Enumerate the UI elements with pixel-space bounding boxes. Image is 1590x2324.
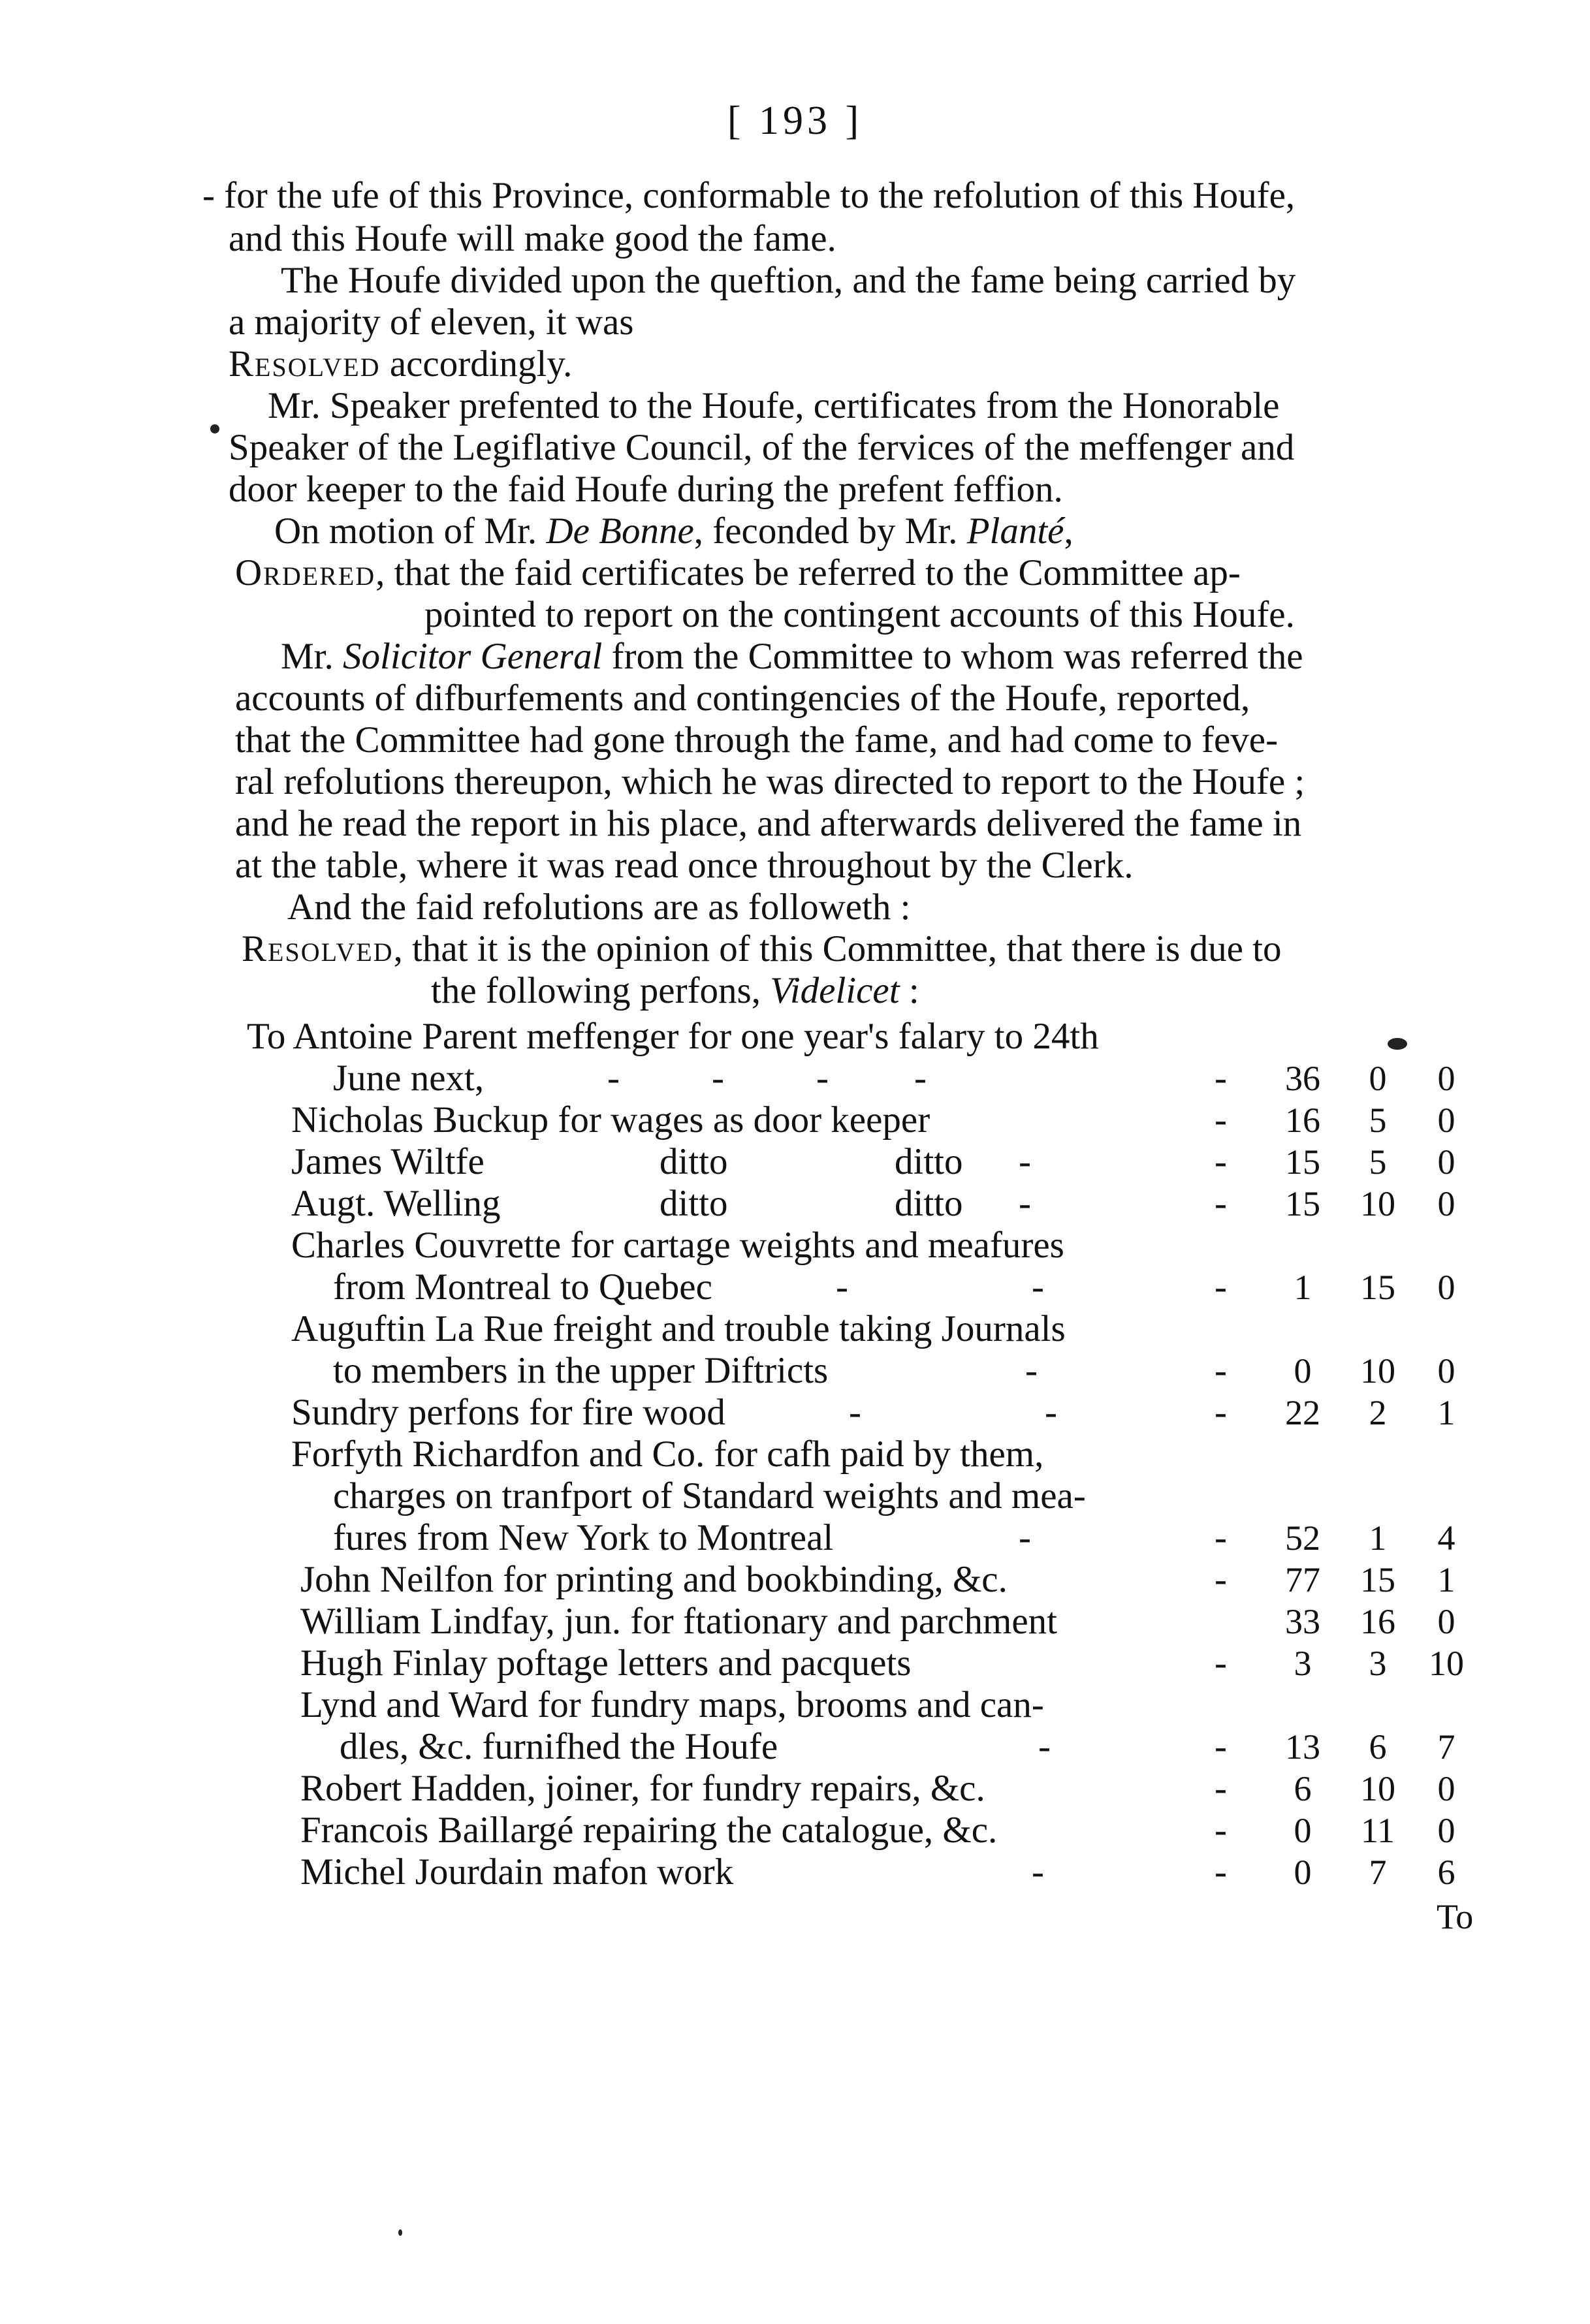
text-line: a majority of eleven, it was (229, 302, 634, 343)
amount-pence: 0 (1437, 1142, 1455, 1182)
amount-shillings: 1 (1369, 1518, 1387, 1558)
amount-shillings: 11 (1361, 1811, 1395, 1850)
entry-name: charges on tranfport of Standard weights and mea- (333, 1475, 1086, 1516)
text-line: The Houfe divided upon the queftion, and the fame being carried by (281, 260, 1296, 301)
text-line: Resolved accordingly. (229, 343, 573, 385)
amount-shillings: 5 (1369, 1142, 1387, 1182)
amount-pence: 6 (1437, 1853, 1455, 1892)
amount-shillings: 6 (1369, 1727, 1387, 1767)
amount-shillings: 15 (1360, 1560, 1395, 1599)
amount-pence: 7 (1437, 1727, 1455, 1767)
amount-pounds: 0 (1294, 1853, 1312, 1892)
amount-pence: 10 (1429, 1644, 1464, 1683)
text-line: Ordered, that the faid certificates be referred to the Committee ap- (235, 552, 1241, 593)
amount-pounds: 13 (1285, 1727, 1320, 1767)
amount-shillings: 0 (1369, 1059, 1387, 1098)
amount-pounds: 22 (1285, 1393, 1320, 1432)
entry-name: Robert Hadden, joiner, for fundry repairs, &c. (300, 1768, 985, 1809)
entry-name: Nicholas Buckup for wages as door keeper (291, 1099, 930, 1140)
entry-name: Auguftin La Rue freight and trouble taking Journals (291, 1308, 1066, 1349)
entry-name: James Wiltfe (291, 1141, 485, 1182)
catchword: To (1437, 1897, 1474, 1936)
amount-pounds: 6 (1294, 1769, 1312, 1808)
text-line: On motion of Mr. De Bonne, feconded by Mr. Planté, (274, 510, 1073, 552)
ink-speck (398, 2229, 402, 2236)
amount-pounds: 0 (1294, 1351, 1312, 1390)
text-line: the following perfons, Videlicet : (431, 970, 919, 1011)
amount-pence: 0 (1437, 1811, 1455, 1850)
entry-name: William Lindfay, jun. for ftationary and parchment (300, 1601, 1057, 1642)
page-number: [ 193 ] (727, 99, 863, 143)
amount-pence: 0 (1437, 1268, 1455, 1307)
amount-pounds: 1 (1294, 1268, 1312, 1307)
ink-speck (1388, 1038, 1407, 1050)
text-line: Mr. Speaker prefented to the Houfe, certificates from the Honorable (268, 385, 1280, 426)
entry-name: Michel Jourdain mafon work (300, 1851, 734, 1892)
entry-name: June next, (333, 1058, 485, 1099)
ditto-mark: ditto (660, 1183, 728, 1224)
text-line: And the faid refolutions are as followeth : (287, 887, 911, 928)
text-line: pointed to report on the contingent accounts of this Houfe. (424, 594, 1295, 635)
amount-shillings: 15 (1360, 1268, 1395, 1307)
text-line: - for the ufe of this Province, conformable to the refolution of this Houfe, (202, 175, 1296, 216)
amount-shillings: 3 (1369, 1644, 1387, 1683)
ditto-mark: ditto (895, 1141, 963, 1182)
amount-pounds: 15 (1285, 1184, 1320, 1223)
text-line: Speaker of the Legiflative Council, of the fervices of the meffenger and (229, 427, 1295, 468)
amount-pence: 0 (1437, 1059, 1455, 1098)
amount-shillings: 5 (1369, 1101, 1387, 1140)
amount-pence: 0 (1437, 1184, 1455, 1223)
amount-shillings: 10 (1360, 1351, 1395, 1390)
amount-pence: 0 (1437, 1351, 1455, 1390)
text-line: Resolved, that it is the opinion of this Committee, that there is due to (242, 928, 1282, 969)
text-line: accounts of difburfements and contingencies of the Houfe, reported, (235, 678, 1250, 719)
amount-shillings: 10 (1360, 1184, 1395, 1223)
entry-name: Forfyth Richardfon and Co. for cafh paid by them, (291, 1434, 1044, 1475)
amount-pounds: 33 (1285, 1602, 1320, 1641)
entry-name: from Montreal to Quebec (333, 1266, 712, 1308)
amount-pounds: 36 (1285, 1059, 1320, 1098)
amount-pence: 0 (1437, 1101, 1455, 1140)
entry-name: fures from New York to Montreal (333, 1517, 834, 1558)
amount-pounds: 77 (1285, 1560, 1320, 1599)
amount-pence: 1 (1437, 1393, 1455, 1432)
text-line: door keeper to the faid Houfe during the prefent feffion. (229, 469, 1063, 510)
amount-pounds: 3 (1294, 1644, 1312, 1683)
ink-speck (210, 424, 219, 433)
text-line: ral refolutions thereupon, which he was directed to report to the Houfe ; (235, 761, 1305, 802)
amount-pounds: 52 (1285, 1518, 1320, 1558)
amount-pounds: 16 (1285, 1101, 1320, 1140)
amount-pounds: 0 (1294, 1811, 1312, 1850)
text-line: Mr. Solicitor General from the Committee to whom was referred the (281, 636, 1303, 677)
entry-name: Sundry perfons for fire wood (291, 1392, 725, 1433)
text-line: at the table, where it was read once throughout by the Clerk. (235, 845, 1134, 886)
text-line: and he read the report in his place, and afterwards delivered the fame in (235, 803, 1302, 844)
amount-shillings: 7 (1369, 1853, 1387, 1892)
text-line: and this Houfe will make good the fame. (229, 218, 836, 259)
entry-name: John Neilfon for printing and bookbinding, &c. (300, 1559, 1008, 1600)
ditto-mark: ditto (660, 1141, 728, 1182)
amount-pence: 4 (1437, 1518, 1455, 1558)
document-page: [ 193 ] - for the ufe of this Province, conformable to the refolution of this Houfe, and this Houfe will make good the fame. The Houfe divided upon the queftion, and the fame being carried by a majority of eleven, it was Resolved accordingly. Mr. Speaker prefented to the Houfe, certificates from the Honorable Speaker of the Legiflative Council, of the fervices of the meffenger and door keeper to the faid Houfe during the prefent feffion. On motion of Mr. De Bonne, feconded by Mr. Planté, Ordered, that the faid certificates be referred to the Committee ap- pointed to report on the contingent accounts of this Houfe. Mr. Solicitor General from the Committee to whom was referred the accounts of difburfements and contingencies of the Houfe, reported, that the Committee had gone through the fame, and had come to feve- ral refolutions thereupon, which he was directed to report to the Houfe ; and he read the report in his place, and afterwards delivered the fame in at the table, where it was read once throughout by the Clerk. And the faid refolutions are as followeth : Resolved, that it is the opinion of this Committee, that there is due to the following perfons, Videlicet : To Antoine Parent meffenger for one year's falary to 24th June next, - - - - - 36 0 0 Nicholas Buckup for wages as door keeper - 16 5 0 James Wiltfe ditto ditto - - 15 5 0 Augt. Welling ditto ditto - - 15 10 0 Charles Couvrette for cartage weights and meafures from Montreal to Quebec - - - 1 15 0 Auguftin La Rue freight and trouble taking Journals to members in the upper Diftricts - - 0 10 0 Sundry perfons for fire wood - - - 22 2 1 Forfyth Richardfon and Co. for cafh paid by them, charges on tranfport of Standard weights and mea- fures from New York to Montreal - - 52 1 4 John Neilfon for printing and bookbinding, &c. - 77 15 1 William Lindfay, jun. for ftationary and parchment 33 16 0 Hugh Finlay poftage letters and pacquets - 3 3 10 Lynd and Ward for fundry maps, brooms and can- dles, &c. furnifhed the Houfe - - 13 6 7 Robert Hadden, joiner, for fundry repairs, &c. - 6 10 0 Francois Baillargé repairing the catalogue, &c. - 0 11 0 Michel Jourdain mafon work - - 0 7 6 To (0, 0, 1590, 2324)
entry-name: dles, &c. furnifhed the Houfe (340, 1726, 778, 1767)
entry-name: Hugh Finlay poftage letters and pacquets (300, 1642, 912, 1684)
entry-name: Lynd and Ward for fundry maps, brooms and can- (300, 1684, 1044, 1725)
ditto-mark: ditto (895, 1183, 963, 1224)
entry-name: Augt. Welling (291, 1183, 501, 1224)
amount-shillings: 10 (1360, 1769, 1395, 1808)
entry-name: Francois Baillargé repairing the catalogue, &c. (300, 1810, 998, 1851)
amount-shillings: 2 (1369, 1393, 1387, 1432)
entry-name: to members in the upper Diftricts (333, 1350, 829, 1391)
entry-name: To Antoine Parent meffenger for one year's falary to 24th (247, 1016, 1099, 1057)
amount-pounds: 15 (1285, 1142, 1320, 1182)
entry-name: Charles Couvrette for cartage weights and meafures (291, 1225, 1064, 1266)
amount-pence: 0 (1437, 1602, 1455, 1641)
amount-pence: 0 (1437, 1769, 1455, 1808)
text-line: that the Committee had gone through the fame, and had come to feve- (235, 719, 1279, 761)
amount-pence: 1 (1437, 1560, 1455, 1599)
amount-shillings: 16 (1360, 1602, 1395, 1641)
